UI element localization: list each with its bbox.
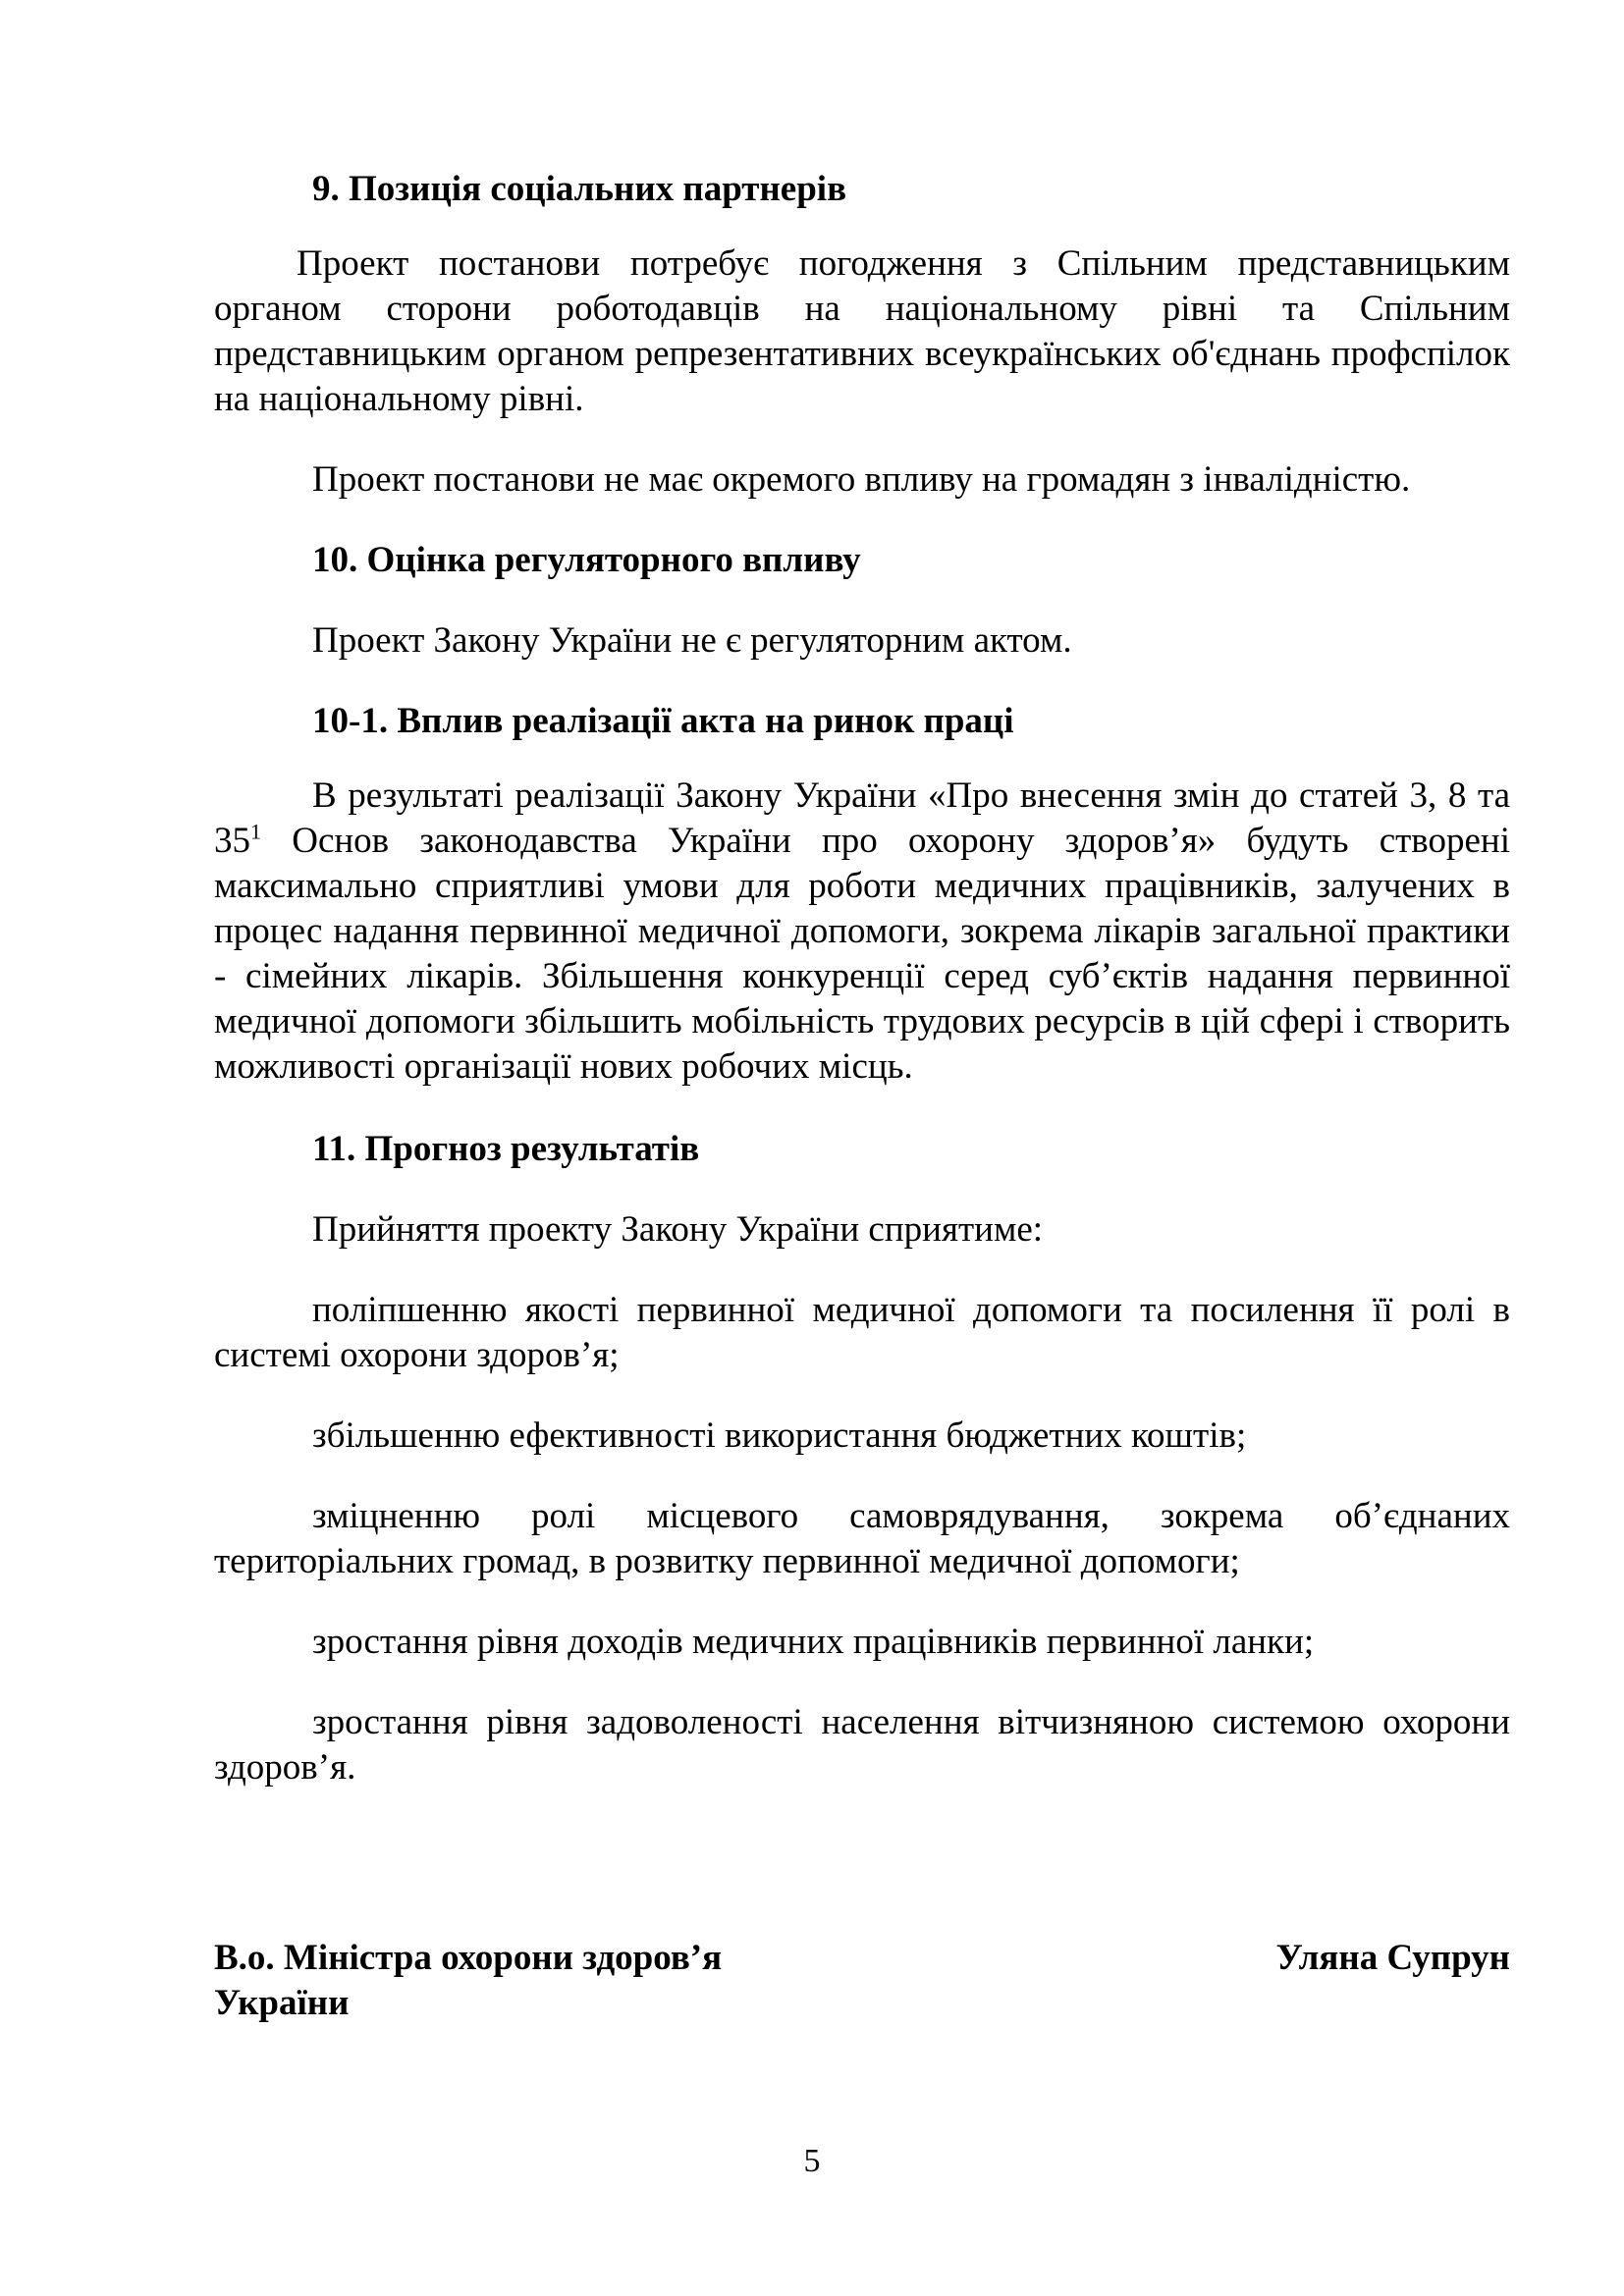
section-10-paragraph-1: Проект Закону України не є регуляторним актом. bbox=[312, 620, 1072, 661]
section-11-intro: Прийняття проекту Закону України сприятиме: bbox=[312, 1209, 1044, 1250]
section-11-item: поліпшенню якості первинної медичної допомоги та посилення її ролі в системі охорони здоров’я; bbox=[214, 1290, 1510, 1375]
document-page bbox=[214, 147, 1510, 1790]
signatory-position-line-1: В.о. Міністра охорони здоров’я bbox=[214, 1938, 723, 1978]
signatory-position-line-2: України bbox=[214, 1983, 350, 2023]
section-11-item: збільшенню ефективності використання бюджетних коштів; bbox=[312, 1415, 1247, 1456]
superscript-one: 1 bbox=[250, 819, 261, 844]
section-10-1-text-part-2: Основ законодавства України про охорону здоров’я» будуть створені максимально сприятливі умови для роботи медичних працівників, залучених в процес надання первинної медичної допомоги, зокрема лікарів загальної практики - сімейних лікарів. Збільшення конкуренції серед суб’єктів надання первинної медичної допомоги збільшить мобільність трудових ресурсів в цій сфері і створить можливості організації нових робочих місць. bbox=[214, 821, 1510, 1087]
page-number: 5 bbox=[803, 2143, 821, 2179]
section-11-item: зростання рівня задоволеності населення вітчизняною системою охорони здоров’я. bbox=[214, 1702, 1510, 1788]
section-10-1-text-part-1: В результаті реалізації Закону України «Про внесення змін до статей 3, 8 та 35 bbox=[214, 775, 1510, 861]
section-10-heading: 10. Оцінка регуляторного впливу bbox=[312, 540, 861, 580]
section-9-paragraph-1: Проект постанови потребує погодження з Спільним представницьким органом сторони роботодавців на національному рівні та Спільним представницьким органом репрезентативних всеукраїнських об'єднань профспілок на національному рівні. bbox=[214, 243, 1510, 419]
section-11-item: зростання рівня доходів медичних працівників первинної ланки; bbox=[312, 1622, 1315, 1662]
section-11-item: зміцненню ролі місцевого самоврядування, зокрема об’єднаних територіальних громад, в розвитку первинної медичної допомоги; bbox=[214, 1496, 1510, 1581]
section-10-1-paragraph-1 bbox=[214, 774, 1510, 1090]
section-9-paragraph-2: Проект постанови не має окремого впливу на громадян з інвалідністю. bbox=[312, 459, 1411, 500]
signatory-position bbox=[214, 1936, 901, 2026]
section-10-1-heading: 10-1. Вплив реалізації акта на ринок праці bbox=[312, 701, 1014, 741]
section-9-heading: 9. Позиція соціальних партнерів bbox=[312, 169, 847, 209]
section-11-heading: 11. Прогноз результатів bbox=[312, 1129, 700, 1169]
signatory-name: Уляна Супрун bbox=[1275, 1938, 1510, 1978]
